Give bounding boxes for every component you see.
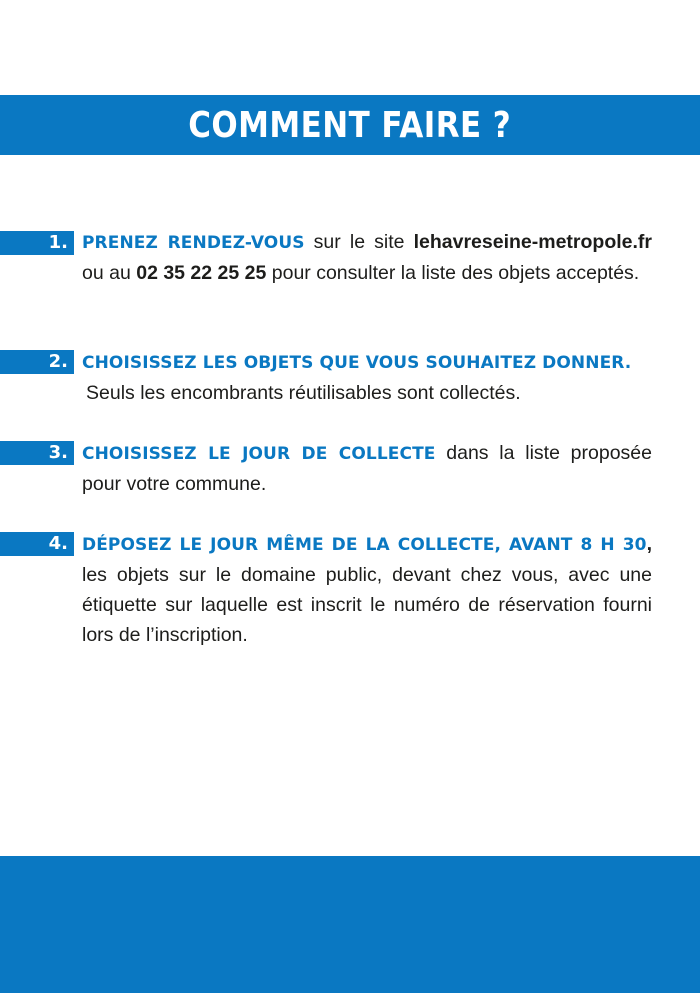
- step-punctuation: ,: [646, 533, 652, 555]
- footer-band: [0, 856, 700, 993]
- step-highlight: CHOISISSEZ LE JOUR DE COLLECTE: [82, 444, 436, 464]
- step-body: sur le site: [304, 231, 414, 253]
- step-text: [82, 227, 652, 288]
- step-number: 4.: [48, 533, 68, 554]
- step-text: [82, 438, 652, 499]
- page-title: COMMENT FAIRE ?: [188, 104, 512, 146]
- step-body: ou au: [82, 262, 137, 284]
- step-body: dans la liste proposée pour votre commune.: [82, 442, 652, 495]
- step-body: pour consulter la liste des objets acceptés.: [266, 262, 640, 284]
- step-number-tab: [0, 441, 74, 465]
- step-number: 1.: [48, 232, 68, 253]
- step-text: [82, 347, 652, 408]
- step-number-tab: [0, 532, 74, 556]
- step-text: [82, 529, 652, 650]
- step-body: les objets sur le domaine public, devant chez vous, avec une étiquette sur laquelle est inscrit le numéro de réservation fourni lors de l’inscription.: [82, 564, 652, 646]
- step-highlight: PRENEZ RENDEZ-VOUS: [82, 233, 305, 253]
- phone-number[interactable]: 02 35 22 25 25: [136, 262, 267, 284]
- step-number-tab: [0, 350, 74, 374]
- step-body: Seuls les encombrants réutilisables sont collectés.: [86, 382, 521, 404]
- step-number: 3.: [48, 442, 68, 463]
- step-number: 2.: [48, 351, 68, 372]
- step-highlight: CHOISISSEZ LES OBJETS QUE VOUS SOUHAITEZ DONNER.: [82, 353, 632, 373]
- step-highlight: DÉPOSEZ LE JOUR MÊME DE LA COLLECTE, AVANT 8 H 30: [82, 535, 647, 555]
- website-link[interactable]: lehavreseine-metropole.fr: [413, 231, 652, 253]
- title-band: [0, 95, 700, 155]
- step-number-tab: [0, 231, 74, 255]
